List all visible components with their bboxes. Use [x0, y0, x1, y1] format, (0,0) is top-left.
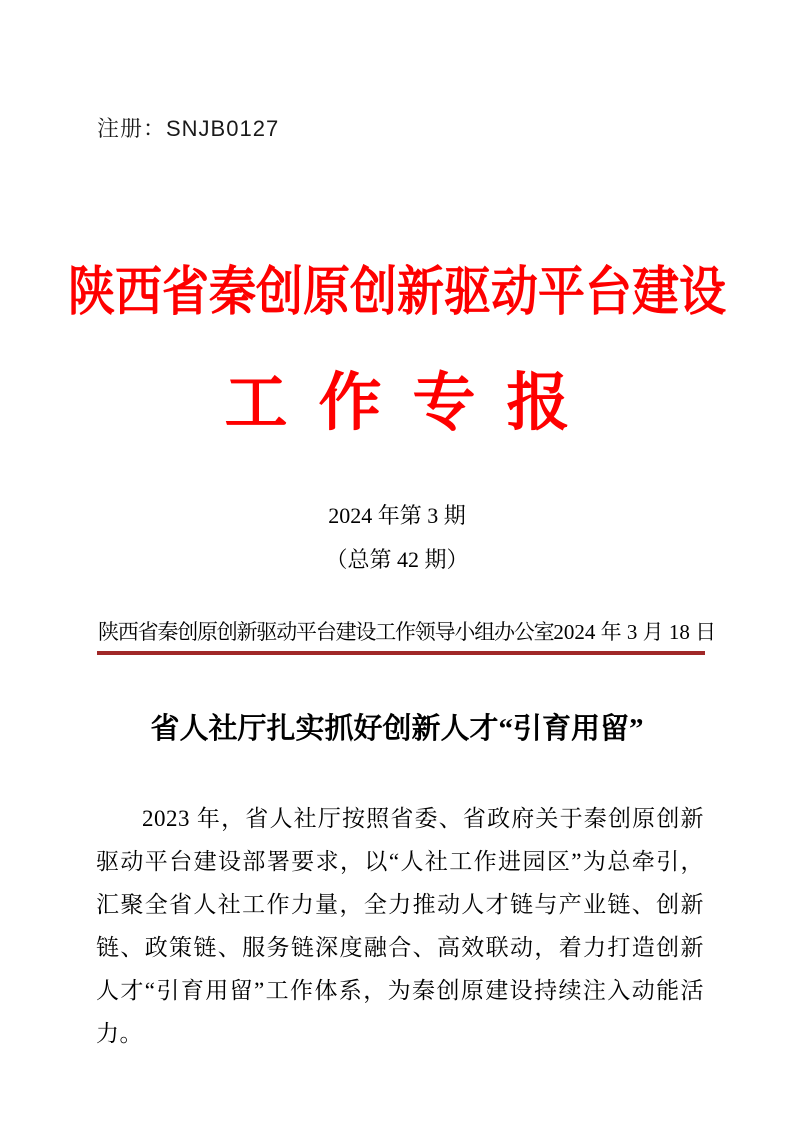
cumulative-issue-number: （总第 42 期）: [325, 547, 469, 572]
article-body-paragraph: 2023 年，省人社厅按照省委、省政府关于秦创原创新驱动平台建设部署要求，以“人社工作进园区”为总牵引，汇聚全省人社工作力量，全力推动人才链与产业链、创新链、政策链、服务链深度融合、高效联动，着力打造创新人才“引育用留”工作体系，为秦创原建设持续注入动能活力。: [96, 806, 704, 1046]
article-title: 省人社厅扎实抓好创新人才“引育用留”: [150, 713, 644, 745]
publisher-row: [98, 616, 717, 646]
publish-date: 2024 年 3 月 18 日: [553, 620, 717, 644]
masthead-divider-rule: [97, 651, 705, 655]
issue-number: 2024 年第 3 期: [328, 503, 466, 528]
registration-number: 注册：SNJB0127: [97, 116, 280, 141]
publisher-name: 陕西省秦创原创新驱动平台建设工作领导小组办公室: [98, 620, 554, 644]
masthead-org-title: 陕西省秦创原创新驱动平台建设: [68, 263, 726, 322]
masthead-bulletin-title: 工作专报: [224, 368, 601, 438]
